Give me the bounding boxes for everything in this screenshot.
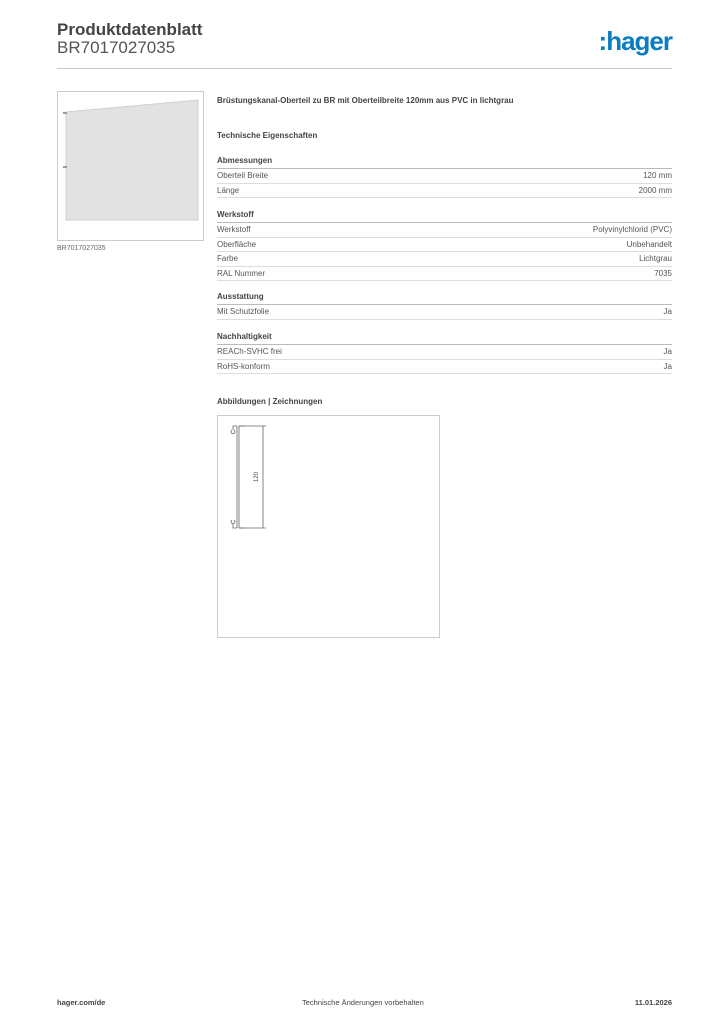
section-nachhaltigkeit: [217, 332, 672, 374]
property-row: [217, 223, 672, 238]
section-ausstattung: [217, 292, 672, 320]
footer-website[interactable]: hager.com/de: [57, 998, 106, 1007]
page-title: Produktdatenblatt: [57, 20, 203, 39]
property-label: Länge: [217, 185, 240, 195]
property-value: Ja: [663, 361, 672, 371]
property-value: 7035: [654, 268, 672, 278]
property-label: RAL Nummer: [217, 268, 266, 278]
product-code: BR7017027035: [57, 38, 176, 57]
footer-date: 11.01.2026: [634, 998, 672, 1007]
property-value: Ja: [663, 307, 672, 316]
property-label: Farbe: [217, 254, 238, 263]
property-value: Polyvinylchlorid (PVC): [592, 225, 672, 234]
property-row: [217, 169, 672, 184]
property-label: Werkstoff: [217, 225, 251, 234]
property-row: [217, 305, 672, 320]
property-value: 2000 mm: [638, 185, 672, 195]
section-heading: Ausstattung: [217, 292, 672, 305]
tech-heading: Technische Eigenschaften: [217, 131, 318, 140]
drawings-heading: Abbildungen | Zeichnungen: [217, 397, 323, 406]
section-werkstoff: [217, 210, 672, 281]
property-value: Ja: [663, 347, 672, 356]
section-heading: Werkstoff: [217, 210, 672, 223]
property-value: Lichtgrau: [639, 254, 672, 263]
property-label: Oberfläche: [217, 239, 257, 249]
technical-drawing: [217, 415, 440, 638]
section-heading: Nachhaltigkeit: [217, 332, 672, 345]
property-value: 120 mm: [643, 171, 672, 180]
header-divider: [57, 68, 672, 69]
section-heading: Abmessungen: [217, 156, 672, 169]
property-label: REACh-SVHC frei: [217, 347, 282, 356]
property-value: Unbehandelt: [626, 239, 672, 249]
footer-note: Technische Änderungen vorbehalten: [302, 998, 424, 1007]
property-label: Mit Schutzfolie: [217, 307, 270, 316]
property-row: [217, 360, 672, 375]
property-row: [217, 184, 672, 199]
property-label: Oberteil Breite: [217, 171, 269, 180]
product-image: [57, 91, 204, 241]
property-label: RoHS-konform: [217, 361, 270, 371]
property-row: [217, 238, 672, 253]
property-row: [217, 345, 672, 360]
section-abmessungen: [217, 156, 672, 198]
property-row: [217, 267, 672, 282]
hager-logo: :hager: [598, 26, 672, 56]
property-row: [217, 252, 672, 267]
product-image-caption: BR7017027035: [57, 245, 106, 252]
product-description: Brüstungskanal-Oberteil zu BR mit Oberteilbreite 120mm aus PVC in lichtgrau: [217, 96, 514, 105]
dimension-label: 120: [254, 471, 260, 483]
